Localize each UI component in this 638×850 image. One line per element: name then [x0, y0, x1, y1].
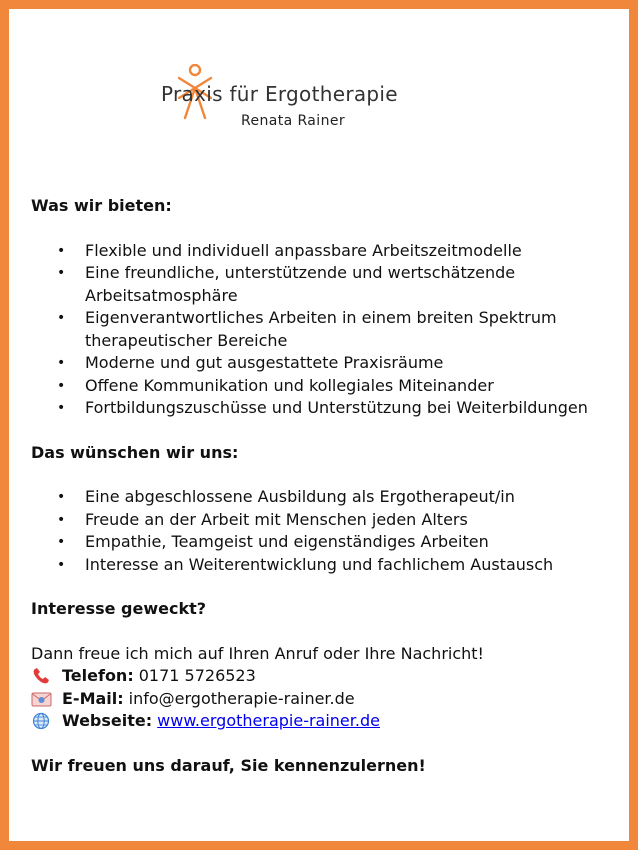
list-item: • Interesse an Weiterentwicklung und fachlichem Austausch — [31, 554, 631, 577]
list-item: • Offene Kommunikation und kollegiales Miteinander — [31, 375, 631, 398]
wish-heading: Das wünschen wir uns: — [31, 442, 239, 462]
email-value[interactable]: info@ergotherapie-rainer.de — [128, 688, 355, 708]
offer-heading: Was wir bieten: — [31, 196, 172, 215]
list-item: • Eine abgeschlossene Ausbildung als Ergotherapeut/in — [31, 486, 631, 509]
website-link[interactable]: www.ergotherapie-rainer.de — [157, 711, 380, 730]
phone-value[interactable]: 0171 5726523 — [138, 666, 256, 685]
interest-intro: Dann freue ich mich auf Ihren Anruf oder Ihre Nachricht! — [31, 643, 484, 663]
phone-icon — [31, 667, 53, 685]
wish-list — [31, 486, 631, 576]
list-item: • Eine freundliche, unterstützende und wertschätzende Arbeitsatmosphäre — [31, 262, 631, 307]
website-label: Webseite: — [62, 711, 153, 730]
website-row — [31, 710, 631, 733]
email-row — [31, 688, 631, 711]
interest-heading: Interesse geweckt? — [31, 599, 207, 618]
phone-row — [31, 665, 631, 688]
envelope-icon — [31, 690, 53, 708]
closing-text: Wir freuen uns darauf, Sie kennenzulernen! — [31, 755, 426, 775]
offer-list — [31, 240, 631, 420]
globe-icon — [31, 712, 53, 730]
list-item: • Moderne und gut ausgestattete Praxisräume — [31, 352, 631, 375]
list-item: • Eigenverantwortliches Arbeiten in einem breiten Spektrum therapeutischer Bereiche — [31, 307, 631, 352]
phone-label: Telefon: — [62, 666, 134, 685]
list-item: • Empathie, Teamgeist und eigenständiges Arbeiten — [31, 531, 631, 554]
list-item: • Flexible und individuell anpassbare Arbeitszeitmodelle — [31, 240, 631, 263]
list-item: • Freude an der Arbeit mit Menschen jeden Alters — [31, 509, 631, 532]
main-content — [31, 195, 631, 777]
logo-title: Praxis für Ergotherapie — [161, 82, 398, 106]
logo-subtitle: Renata Rainer — [241, 113, 346, 129]
email-label: E-Mail: — [62, 688, 124, 708]
practice-logo — [157, 64, 507, 134]
list-item: • Fortbildungszuschüsse und Unterstützung bei Weiterbildungen — [31, 397, 631, 420]
